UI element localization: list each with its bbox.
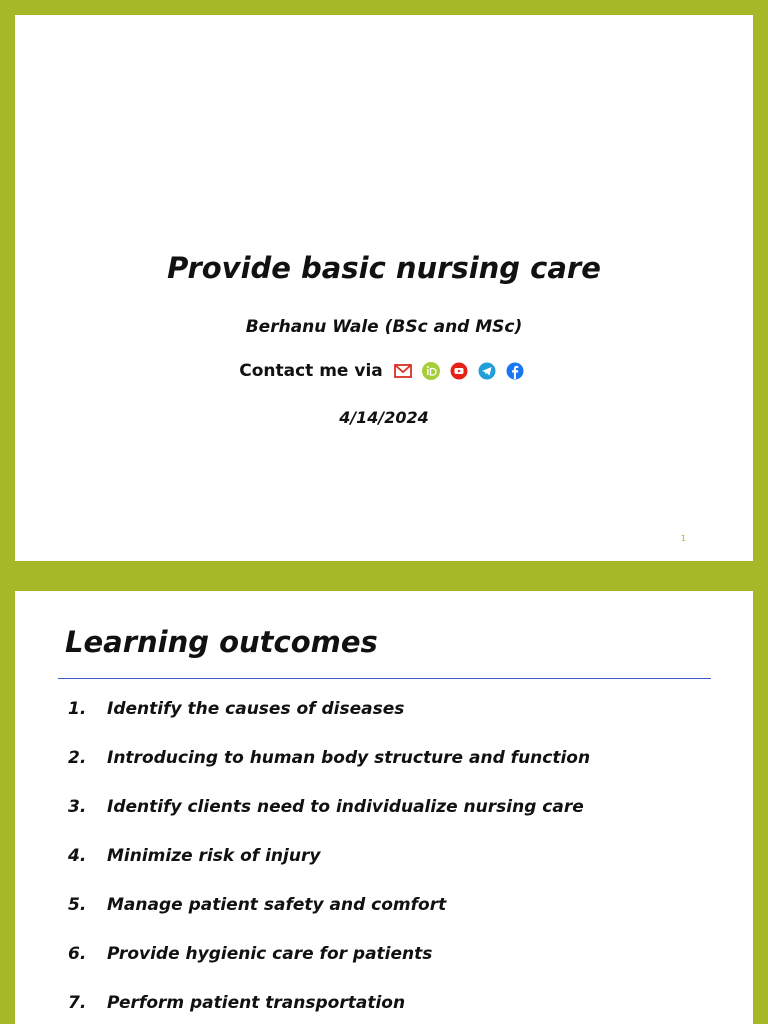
list-item-text: Introducing to human body structure and function bbox=[107, 748, 591, 768]
list-item-text: Perform patient transportation bbox=[107, 993, 406, 1013]
list-item-number: 5. bbox=[68, 895, 87, 915]
email-icon[interactable] bbox=[393, 361, 413, 381]
list-item-number: 3. bbox=[68, 797, 87, 817]
list-item-number: 1. bbox=[68, 699, 87, 719]
title-slide bbox=[15, 15, 753, 561]
list-item-number: 6. bbox=[68, 944, 87, 964]
contact-label: Contact me via bbox=[239, 361, 383, 381]
contact-row bbox=[15, 361, 753, 381]
presentation-date: 4/14/2024 bbox=[339, 408, 429, 427]
list-item-number: 7. bbox=[68, 993, 87, 1013]
learning-outcomes-slide bbox=[15, 591, 753, 1024]
list-item-text: Identify the causes of diseases bbox=[107, 699, 405, 719]
facebook-icon[interactable] bbox=[505, 361, 525, 381]
list-item-text: Identify clients need to individualize nursing care bbox=[107, 797, 584, 817]
list-item-text: Manage patient safety and comfort bbox=[107, 895, 447, 915]
telegram-icon[interactable] bbox=[477, 361, 497, 381]
title-divider bbox=[58, 678, 711, 679]
list-item-number: 4. bbox=[68, 846, 87, 866]
orcid-icon[interactable] bbox=[421, 361, 441, 381]
list-item-text: Minimize risk of injury bbox=[107, 846, 321, 866]
youtube-icon[interactable] bbox=[449, 361, 469, 381]
slide-number: 1 bbox=[681, 534, 687, 543]
presentation-title: Provide basic nursing care bbox=[167, 251, 601, 285]
list-item-number: 2. bbox=[68, 748, 87, 768]
list-item-text: Provide hygienic care for patients bbox=[107, 944, 433, 964]
slide-title: Learning outcomes bbox=[65, 625, 378, 659]
author-name: Berhanu Wale (BSc and MSc) bbox=[245, 317, 523, 337]
